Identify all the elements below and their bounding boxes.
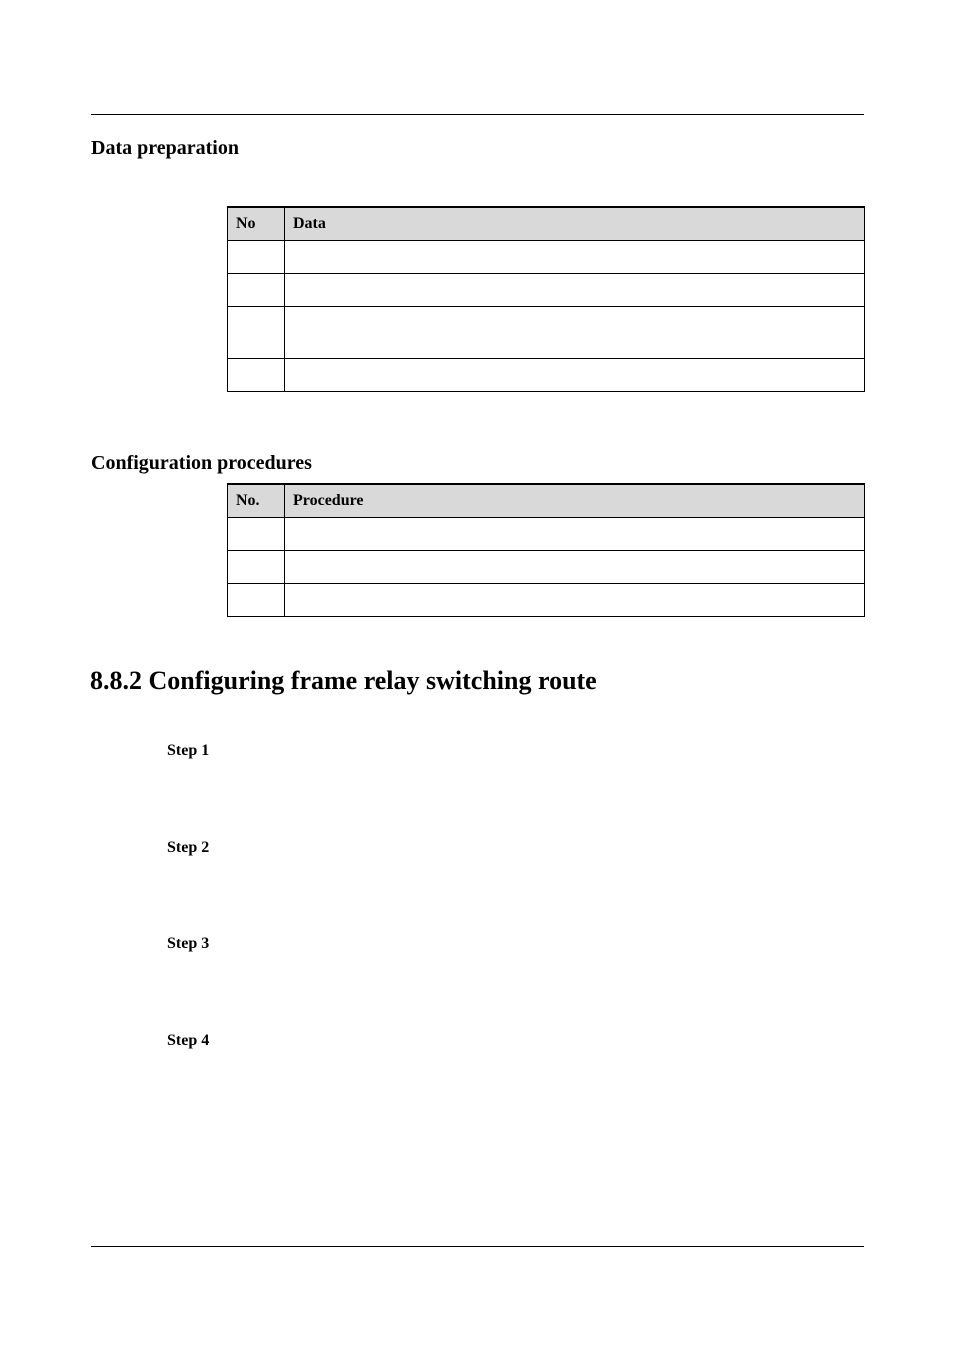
- table-row: [228, 306, 865, 358]
- table-cell: [228, 240, 285, 273]
- column-header-data: Data: [285, 207, 865, 240]
- table-cell: [285, 240, 865, 273]
- table-cell: [285, 358, 865, 391]
- data-preparation-heading: Data preparation: [91, 137, 239, 159]
- column-header-procedure: Procedure: [285, 484, 865, 517]
- footer-rule: [91, 1246, 864, 1247]
- header-rule: [91, 114, 864, 115]
- table-header-row: [228, 207, 865, 240]
- section-title: 8.8.2 Configuring frame relay switching route: [90, 666, 597, 695]
- table-row: [228, 550, 865, 583]
- table-cell: [228, 550, 285, 583]
- table-row: [228, 517, 865, 550]
- table-row: [228, 583, 865, 616]
- table-row: [228, 240, 865, 273]
- table-cell: [228, 517, 285, 550]
- table-cell: [285, 306, 865, 358]
- step-label: Step 1: [167, 742, 210, 759]
- table-cell: [285, 273, 865, 306]
- table-header-row: [228, 484, 865, 517]
- table-cell: [285, 550, 865, 583]
- table-cell: [228, 583, 285, 616]
- table-cell: [285, 583, 865, 616]
- step-label: Step 4: [167, 1032, 210, 1049]
- step-label: Step 3: [167, 935, 210, 952]
- table-row: [228, 358, 865, 391]
- table-row: [228, 273, 865, 306]
- step-label: Step 2: [167, 839, 210, 856]
- column-header-no: No.: [228, 484, 285, 517]
- table-cell: [228, 306, 285, 358]
- table-cell: [285, 517, 865, 550]
- data-preparation-table: [227, 206, 865, 392]
- table-cell: [228, 273, 285, 306]
- configuration-procedures-table: [227, 483, 865, 617]
- column-header-no: No: [228, 207, 285, 240]
- configuration-procedures-heading: Configuration procedures: [91, 452, 312, 474]
- table-cell: [228, 358, 285, 391]
